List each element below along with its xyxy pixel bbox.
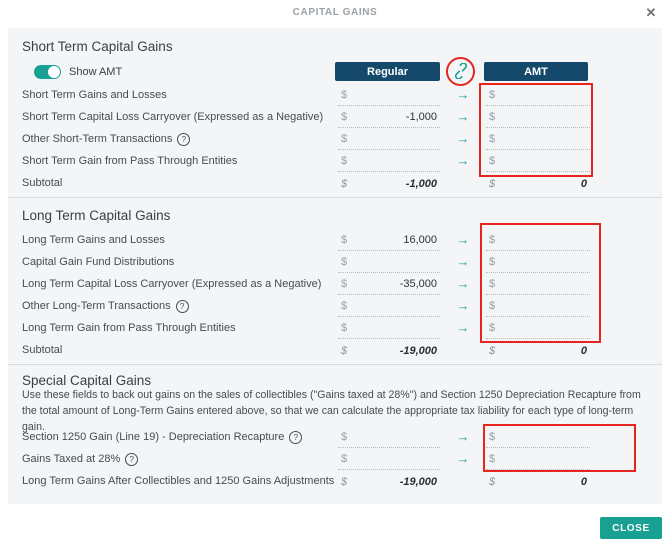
field-row [8, 295, 662, 317]
amt-field[interactable] [486, 230, 590, 251]
section-divider [8, 364, 662, 365]
subtotal-row [8, 339, 662, 361]
currency-prefix: $ [341, 278, 348, 290]
amt-field[interactable] [486, 129, 590, 150]
amt-field[interactable] [486, 427, 590, 448]
row-label: Subtotal [22, 344, 63, 356]
field-value: 16,000 [403, 234, 437, 246]
currency-prefix: $ [489, 278, 496, 290]
field-value: -19,000 [399, 344, 437, 357]
arrow-cell [440, 450, 486, 468]
amt-field [486, 472, 590, 492]
flow-arrow-icon: → [456, 298, 470, 313]
modal-title: CAPITAL GAINS [292, 7, 378, 18]
currency-prefix: $ [341, 344, 348, 357]
row-label: Long Term Gain from Pass Through Entities [22, 322, 236, 334]
flow-arrow-icon: → [456, 131, 470, 146]
currency-prefix: $ [489, 155, 496, 167]
row-label: Long Term Capital Loss Carryover (Expressed as a Negative) [22, 278, 322, 290]
currency-prefix: $ [489, 177, 496, 190]
field-value: -35,000 [399, 278, 437, 290]
arrow-cell [440, 275, 486, 293]
currency-prefix: $ [341, 300, 348, 312]
currency-prefix: $ [489, 344, 496, 357]
regular-field[interactable] [338, 107, 440, 128]
currency-prefix: $ [341, 453, 348, 465]
field-row [8, 273, 662, 295]
arrow-cell [440, 319, 486, 337]
currency-prefix: $ [489, 431, 496, 443]
regular-field [338, 341, 440, 361]
subtotal-row [8, 470, 662, 492]
arrow-cell [440, 86, 486, 104]
flow-arrow-icon: → [456, 153, 470, 168]
amt-field[interactable] [486, 296, 590, 317]
special-rows [8, 426, 662, 492]
currency-prefix: $ [341, 431, 348, 443]
flow-arrow-icon: → [456, 109, 470, 124]
show-amt-toggle[interactable] [34, 65, 61, 79]
close-button[interactable]: CLOSE [600, 517, 662, 539]
flow-arrow-icon: → [456, 276, 470, 291]
field-row [8, 84, 662, 106]
row-label: Long Term Gains and Losses [22, 234, 165, 246]
regular-field [338, 174, 440, 194]
field-row [8, 128, 662, 150]
row-label: Other Long-Term Transactions ? [22, 300, 338, 313]
row-label: Section 1250 Gain (Line 19) - Depreciation Recapture ? [22, 431, 338, 444]
help-icon[interactable]: ? [289, 431, 302, 444]
row-label: Short Term Capital Loss Carryover (Expressed as a Negative) [22, 111, 324, 123]
arrow-cell [440, 152, 486, 170]
regular-field[interactable] [338, 296, 440, 317]
arrow-cell [440, 428, 486, 446]
flow-arrow-icon: → [456, 320, 470, 335]
amt-field[interactable] [486, 318, 590, 339]
amt-field[interactable] [486, 107, 590, 128]
currency-prefix: $ [341, 234, 348, 246]
arrow-cell [440, 297, 486, 315]
currency-prefix: $ [341, 322, 348, 334]
currency-prefix: $ [489, 234, 496, 246]
amt-field[interactable] [486, 151, 590, 172]
flow-arrow-icon: → [456, 429, 470, 444]
arrow-cell [440, 231, 486, 249]
currency-prefix: $ [341, 256, 348, 268]
regular-field[interactable] [338, 151, 440, 172]
arrow-cell [440, 108, 486, 126]
currency-prefix: $ [341, 177, 348, 190]
long-term-rows [8, 229, 662, 361]
section-heading-long-term: Long Term Capital Gains [22, 208, 171, 223]
content-panel [8, 28, 662, 504]
currency-prefix: $ [341, 475, 348, 488]
regular-field[interactable] [338, 129, 440, 150]
flow-arrow-icon: → [456, 232, 470, 247]
amt-field [486, 174, 590, 194]
currency-prefix: $ [341, 111, 348, 123]
subtotal-row [8, 172, 662, 194]
row-label: Short Term Gains and Losses [22, 89, 167, 101]
row-label: Subtotal [22, 177, 63, 189]
help-icon[interactable]: ? [177, 133, 190, 146]
amt-field[interactable] [486, 449, 590, 470]
regular-field[interactable] [338, 274, 440, 295]
currency-prefix: $ [489, 133, 496, 145]
arrow-cell [440, 130, 486, 148]
arrow-cell [440, 253, 486, 271]
amt-field[interactable] [486, 252, 590, 273]
row-label: Capital Gain Fund Distributions [22, 256, 175, 268]
amt-field [486, 341, 590, 361]
field-row [8, 229, 662, 251]
help-icon[interactable]: ? [176, 300, 189, 313]
currency-prefix: $ [341, 133, 348, 145]
regular-field [338, 472, 440, 492]
row-label: Short Term Gain from Pass Through Entities [22, 155, 238, 167]
field-row [8, 426, 662, 448]
field-value: -1,000 [405, 177, 437, 190]
regular-field[interactable] [338, 318, 440, 339]
currency-prefix: $ [489, 475, 496, 488]
toggle-knob [48, 66, 60, 78]
flow-arrow-icon: → [456, 87, 470, 102]
unlink-columns-icon[interactable] [453, 63, 469, 79]
currency-prefix: $ [489, 300, 496, 312]
close-icon[interactable]: ✕ [645, 5, 657, 20]
amt-column-button[interactable]: AMT [484, 62, 588, 81]
regular-field[interactable] [338, 252, 440, 273]
currency-prefix: $ [489, 111, 496, 123]
row-label: Gains Taxed at 28% ? [22, 453, 338, 466]
currency-prefix: $ [489, 89, 496, 101]
regular-column-button[interactable]: Regular [335, 62, 440, 81]
show-amt-control [34, 64, 122, 80]
special-section-description: Use these fields to back out gains on the sales of collectibles ("Gains taxed at 28%") and Section 1250 Depreciation Recapture from the total amount of Long-Term Gains entered above, so that we can calculate the appropriate tax liability for each type of long-term gain. [22, 389, 641, 433]
field-row [8, 106, 662, 128]
row-label: Long Term Gains After Collectibles and 1250 Gains Adjustments [22, 475, 335, 487]
regular-field[interactable] [338, 449, 440, 470]
currency-prefix: $ [489, 322, 496, 334]
field-value: 0 [580, 344, 587, 357]
field-value: -1,000 [405, 111, 437, 123]
field-value: -19,000 [399, 475, 437, 488]
field-row [8, 150, 662, 172]
field-row [8, 251, 662, 273]
section-divider [8, 197, 662, 198]
row-label: Other Short-Term Transactions ? [22, 133, 338, 146]
currency-prefix: $ [489, 256, 496, 268]
regular-field[interactable] [338, 230, 440, 251]
field-value: 0 [580, 475, 587, 488]
flow-arrow-icon: → [456, 451, 470, 466]
show-amt-label: Show AMT [69, 66, 123, 78]
regular-field[interactable] [338, 85, 440, 106]
field-row [8, 448, 662, 470]
short-term-rows [8, 84, 662, 194]
regular-field[interactable] [338, 427, 440, 448]
currency-prefix: $ [341, 155, 348, 167]
currency-prefix: $ [341, 89, 348, 101]
field-row [8, 317, 662, 339]
modal-header [0, 0, 670, 28]
help-icon[interactable]: ? [125, 453, 138, 466]
amt-field[interactable] [486, 274, 590, 295]
amt-field[interactable] [486, 85, 590, 106]
section-heading-special: Special Capital Gains [22, 373, 152, 388]
flow-arrow-icon: → [456, 254, 470, 269]
currency-prefix: $ [489, 453, 496, 465]
field-value: 0 [580, 177, 587, 190]
section-heading-short-term: Short Term Capital Gains [22, 39, 173, 54]
